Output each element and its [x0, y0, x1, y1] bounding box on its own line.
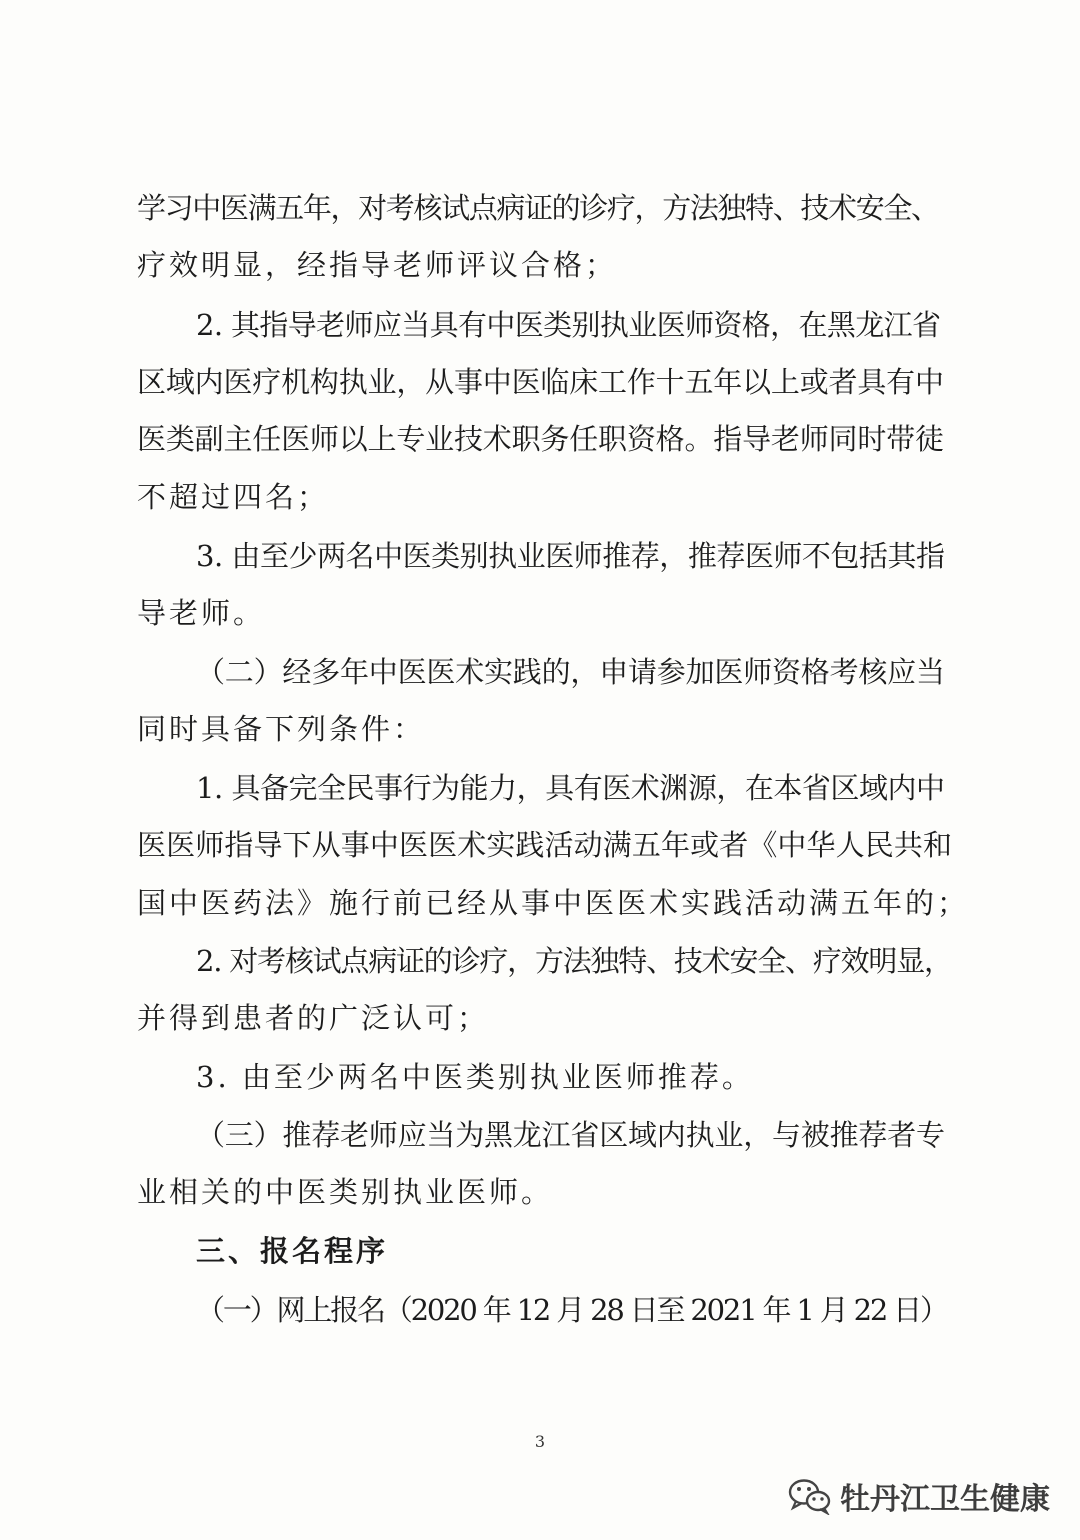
watermark — [788, 1474, 1050, 1518]
wechat-icon — [788, 1477, 832, 1515]
text-line-content: 疗效明显，经指导老师评议合格； — [137, 248, 618, 282]
text-line-content: 业相关的中医类别执业医师。 — [137, 1175, 554, 1209]
text-line-content: 同时具备下列条件： — [137, 712, 426, 746]
text-line-content: （二）经多年中医医术实践的，申请参加医师资格考核应当 — [196, 655, 945, 689]
text-line-content: 不超过四名； — [137, 480, 330, 514]
text-line-content: 3. 由至少两名中医类别执业医师推荐，推荐医师不包括其指 — [196, 539, 945, 573]
text-line-content: 医医师指导下从事中医医术实践活动满五年或者《中华人民共和 — [137, 828, 953, 862]
text-line-content: 国中医药法》施行前已经从事中医医术实践活动满五年的； — [137, 886, 970, 920]
text-line-content: 区域内医疗机构执业，从事中医临床工作十五年以上或者具有中 — [137, 365, 944, 399]
watermark-text: 牡丹江卫生健康 — [840, 1482, 1050, 1517]
text-line-content: 1. 具备完全民事行为能力，具有医术渊源，在本省区域内中 — [196, 771, 945, 805]
page-number: 3 — [534, 1432, 546, 1451]
text-line-content: 2. 其指导老师应当具有中医类别执业医师资格，在黑龙江省 — [196, 308, 941, 342]
text-line-content: 学习中医满五年，对考核试点病证的诊疗，方法独特、技术安全、 — [137, 191, 939, 225]
text-line-content: 三、报名程序 — [196, 1234, 389, 1268]
text-line-content: 3. 由至少两名中医类别执业医师推荐。 — [196, 1060, 754, 1094]
text-line-content: 导老师。 — [137, 596, 266, 630]
text-line-content: 2. 对考核试点病证的诊疗，方法独特、技术安全、疗效明显， — [196, 944, 952, 978]
text-line-content: （一）网上报名（2020 年 12 月 28 日至 2021 年 1 月 22 日） — [196, 1293, 947, 1327]
text-line-content: 并得到患者的广泛认可； — [137, 1001, 490, 1035]
text-line-content: （三）推荐老师应当为黑龙江省区域内执业，与被推荐者专 — [196, 1118, 945, 1152]
text-line-content: 医类副主任医师以上专业技术职务任职资格。指导老师同时带徒 — [137, 422, 944, 456]
